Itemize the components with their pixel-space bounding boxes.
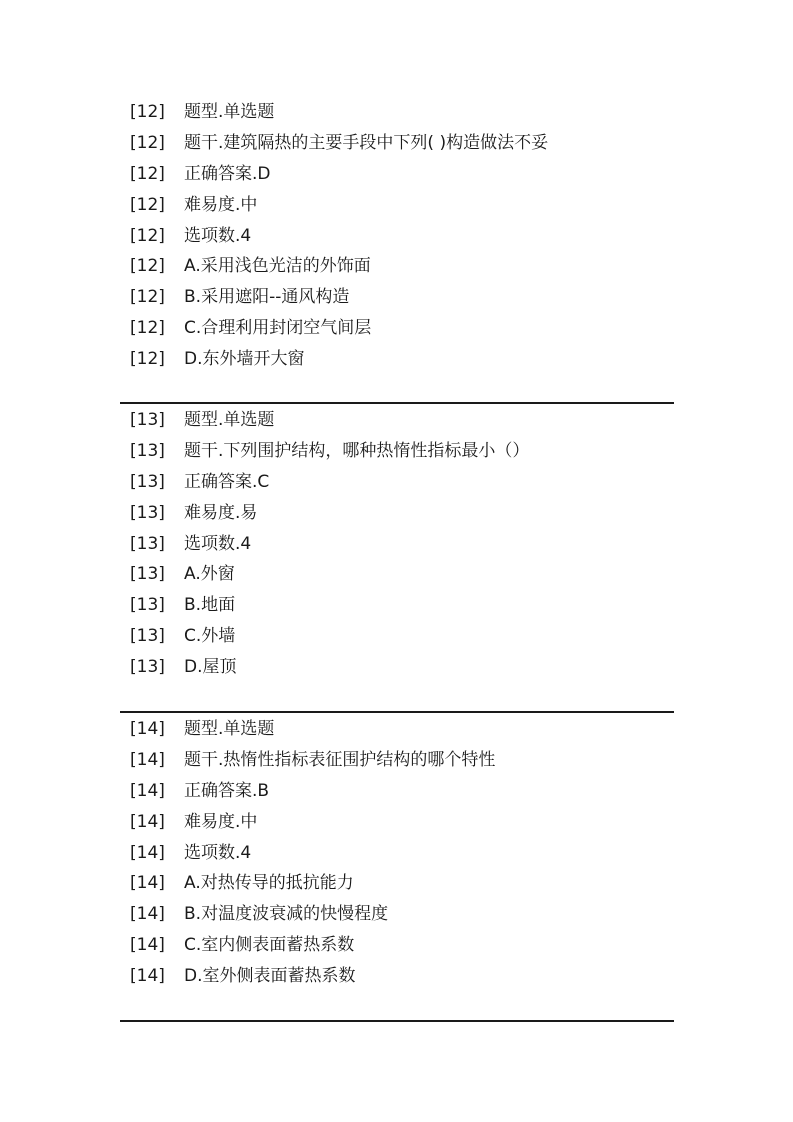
question-number: [12] <box>130 163 165 184</box>
question-number: [13] <box>130 440 165 461</box>
question-type: 题型.单选题 <box>184 719 275 739</box>
question-stem: 题干.下列围护结构，哪种热惰性指标最小（） <box>184 440 530 461</box>
option-d-row <box>120 344 674 375</box>
correct-answer: 正确答案.C <box>184 471 270 492</box>
question-stem: 题干.建筑隔热的主要手段中下列( )构造做法不妥 <box>184 132 549 153</box>
question-type: 题型.单选题 <box>184 102 275 122</box>
question-number: [13] <box>130 595 165 616</box>
option-b-row <box>120 590 674 621</box>
correct-answer: 正确答案.D <box>184 163 271 184</box>
question-number: [12] <box>130 102 165 122</box>
option-count: 选项数.4 <box>184 842 252 863</box>
option-b: B.采用遮阳--通风构造 <box>184 287 350 308</box>
option-count-row <box>120 529 674 560</box>
question-number: [12] <box>130 194 165 215</box>
question-number: [14] <box>130 811 165 832</box>
option-a: A.对热传导的抵抗能力 <box>184 873 354 894</box>
difficulty: 难易度.中 <box>184 811 258 832</box>
question-13 <box>120 405 674 683</box>
option-d: D.室外侧表面蓄热系数 <box>184 966 356 987</box>
question-type-row <box>120 405 674 436</box>
option-b-row <box>120 899 674 930</box>
correct-answer-row <box>120 467 674 498</box>
section-divider <box>120 402 674 404</box>
option-count: 选项数.4 <box>184 225 252 246</box>
question-stem-row <box>120 436 674 467</box>
difficulty-row <box>120 190 674 221</box>
question-type: 题型.单选题 <box>184 410 275 430</box>
option-d: D.东外墙开大窗 <box>184 349 305 370</box>
option-c-row <box>120 313 674 344</box>
difficulty: 难易度.易 <box>184 502 258 523</box>
difficulty-row <box>120 498 674 529</box>
option-count: 选项数.4 <box>184 533 252 554</box>
option-count-row <box>120 221 674 252</box>
question-number: [14] <box>130 904 165 925</box>
option-b-row <box>120 282 674 313</box>
option-c: C.室内侧表面蓄热系数 <box>184 935 355 956</box>
question-number: [13] <box>130 533 165 554</box>
option-c-row <box>120 621 674 652</box>
question-number: [13] <box>130 471 165 492</box>
difficulty-row <box>120 807 674 838</box>
question-number: [12] <box>130 318 165 339</box>
question-type-row <box>120 97 674 128</box>
correct-answer-row <box>120 159 674 190</box>
option-count-row <box>120 838 674 869</box>
question-number: [12] <box>130 225 165 246</box>
section-divider <box>120 711 674 713</box>
option-b: B.地面 <box>184 595 236 616</box>
option-d-row <box>120 961 674 992</box>
option-a: A.外窗 <box>184 564 235 585</box>
question-number: [14] <box>130 873 165 894</box>
option-a-row <box>120 868 674 899</box>
question-14 <box>120 714 674 992</box>
question-number: [12] <box>130 349 165 370</box>
question-number: [13] <box>130 626 165 647</box>
correct-answer: 正确答案.B <box>184 780 270 801</box>
option-a-row <box>120 559 674 590</box>
question-number: [13] <box>130 410 165 430</box>
difficulty: 难易度.中 <box>184 194 258 215</box>
option-c-row <box>120 930 674 961</box>
question-type-row <box>120 714 674 745</box>
question-number: [14] <box>130 719 165 739</box>
section-divider <box>120 1020 674 1022</box>
question-number: [12] <box>130 287 165 308</box>
question-number: [12] <box>130 256 165 277</box>
option-d-row <box>120 652 674 683</box>
question-number: [12] <box>130 132 165 153</box>
option-a: A.采用浅色光洁的外饰面 <box>184 256 371 277</box>
question-stem-row <box>120 745 674 776</box>
question-stem: 题干.热惰性指标表征围护结构的哪个特性 <box>184 749 496 770</box>
option-c: C.外墙 <box>184 626 236 647</box>
question-number: [14] <box>130 966 165 987</box>
question-number: [13] <box>130 657 165 678</box>
question-number: [14] <box>130 935 165 956</box>
option-b: B.对温度波衰减的快慢程度 <box>184 904 389 925</box>
question-number: [14] <box>130 842 165 863</box>
question-number: [14] <box>130 780 165 801</box>
question-number: [13] <box>130 502 165 523</box>
question-stem-row <box>120 128 674 159</box>
option-a-row <box>120 251 674 282</box>
option-d: D.屋顶 <box>184 657 237 678</box>
question-number: [14] <box>130 749 165 770</box>
question-12 <box>120 97 674 375</box>
question-number: [13] <box>130 564 165 585</box>
correct-answer-row <box>120 776 674 807</box>
option-c: C.合理利用封闭空气间层 <box>184 318 372 339</box>
